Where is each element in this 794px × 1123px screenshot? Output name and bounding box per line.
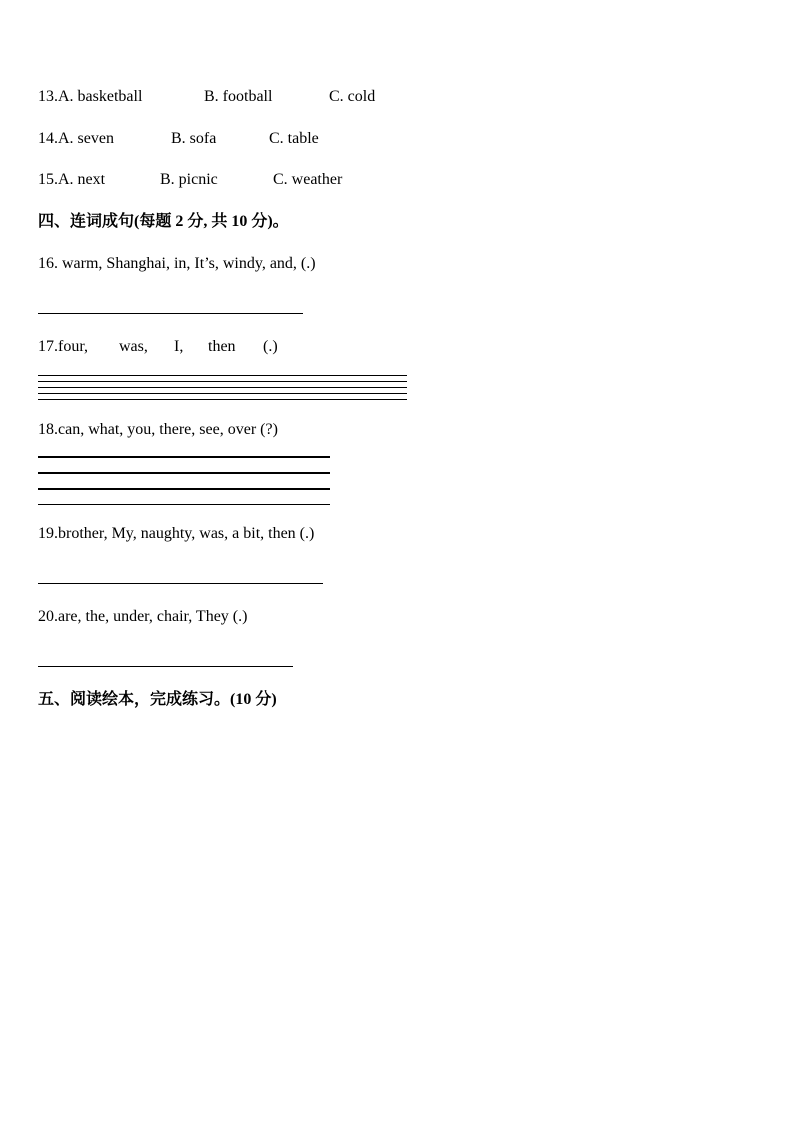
answer-line-17-d[interactable]: [38, 393, 407, 394]
question-number: 16.: [38, 255, 58, 272]
answer-line-17-e[interactable]: [38, 399, 407, 400]
question-number: 18.: [38, 421, 58, 438]
option-a: A. seven: [58, 130, 114, 147]
question-number: 13.: [38, 88, 58, 105]
question-words: warm, Shanghai, in, It’s, windy, and, (.): [58, 255, 316, 272]
word-2: was,: [119, 338, 148, 355]
word-4: then: [208, 338, 236, 355]
question-words: are, the, under, chair, They (.): [58, 608, 248, 625]
answer-line-19[interactable]: [38, 583, 323, 584]
option-b: B. sofa: [171, 130, 217, 147]
word-5: (.): [263, 338, 278, 355]
answer-line-17-b[interactable]: [38, 381, 407, 382]
question-17: [38, 337, 278, 357]
option-c: C. table: [269, 130, 319, 147]
question-20: [38, 607, 247, 627]
option-a: A. next: [58, 171, 106, 188]
option-c: C. weather: [273, 171, 343, 188]
answer-line-18-a[interactable]: [38, 456, 330, 458]
word-3: I,: [174, 338, 184, 355]
answer-line-18-b[interactable]: [38, 472, 330, 474]
option-c: C. cold: [329, 88, 376, 105]
option-b: B. picnic: [160, 171, 218, 188]
question-18: [38, 420, 278, 440]
word-1: four,: [58, 338, 89, 355]
question-number: 17.: [38, 338, 58, 355]
answer-line-16[interactable]: [38, 313, 303, 314]
question-13: [38, 87, 376, 107]
question-words: can, what, you, there, see, over (?): [58, 421, 278, 438]
answer-line-17-a[interactable]: [38, 375, 407, 376]
question-19: [38, 524, 314, 544]
question-words: brother, My, naughty, was, a bit, then (.): [58, 525, 315, 542]
question-15: [38, 170, 343, 190]
question-number: 20.: [38, 608, 58, 625]
section-4-heading: 四、连词成句(每题 2 分, 共 10 分)。: [38, 213, 289, 230]
section-5-heading: 五、阅读绘本，完成练习。(10 分): [38, 691, 277, 708]
option-a: A. basketball: [58, 88, 143, 105]
answer-line-20[interactable]: [38, 666, 293, 667]
question-16: [38, 254, 316, 274]
answer-line-17-c[interactable]: [38, 387, 407, 388]
option-b: B. football: [204, 88, 273, 105]
question-number: 15.: [38, 171, 58, 188]
question-number: 19.: [38, 525, 58, 542]
question-14: [38, 129, 319, 149]
answer-line-18-d[interactable]: [38, 504, 330, 505]
question-number: 14.: [38, 130, 58, 147]
answer-line-18-c[interactable]: [38, 488, 330, 490]
